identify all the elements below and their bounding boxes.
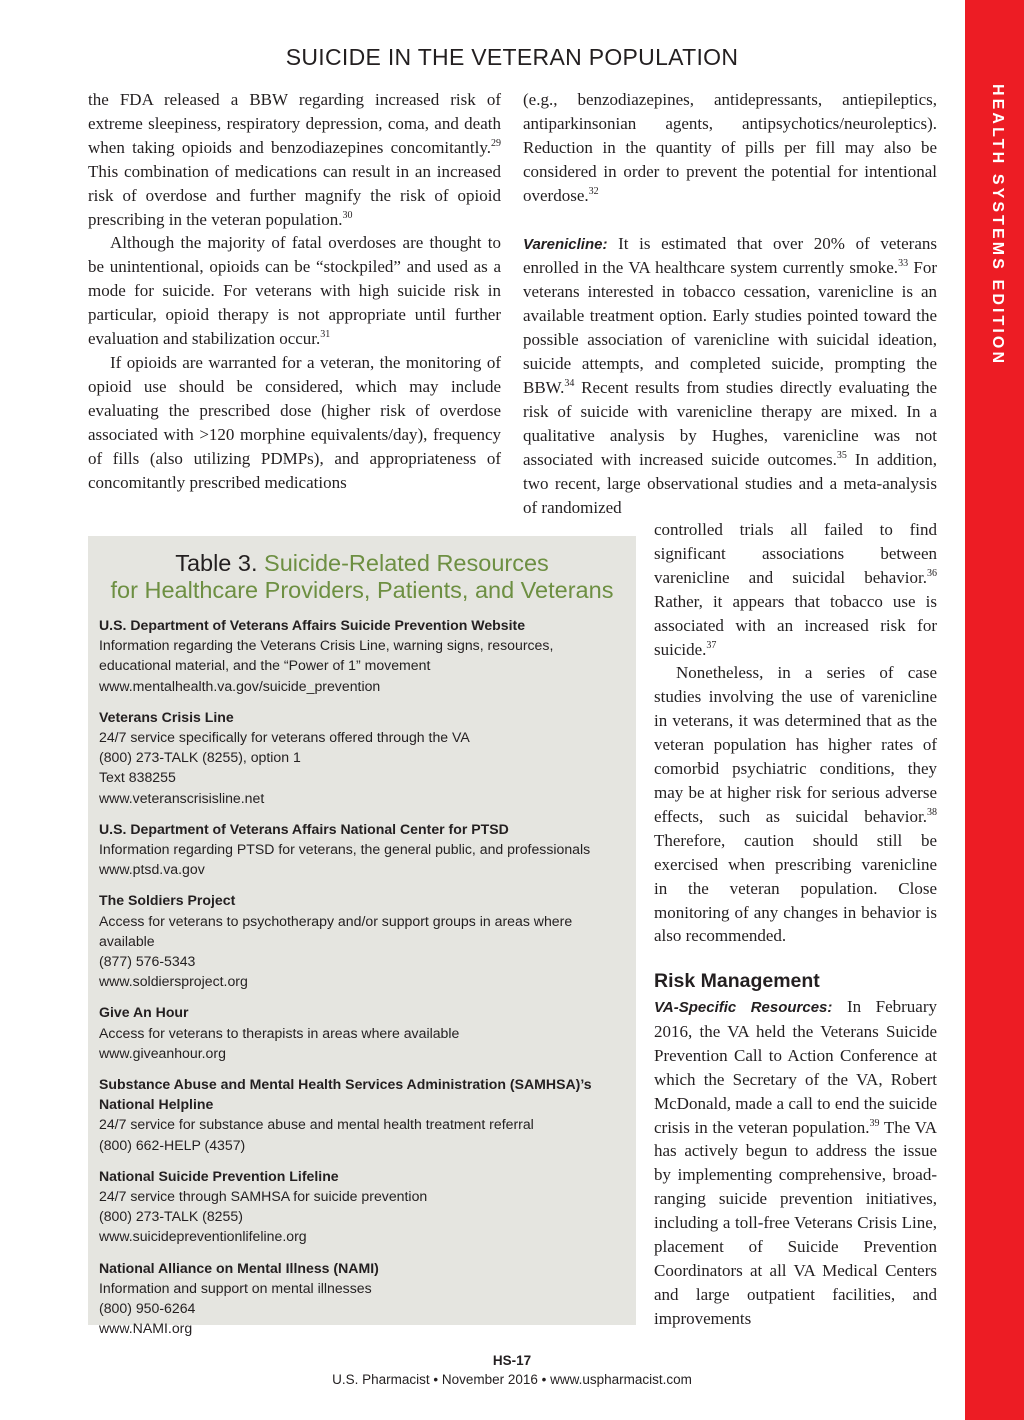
resource-name: U.S. Department of Veterans Affairs Suicide Prevention Website bbox=[99, 617, 526, 633]
resource-name: The Soldiers Project bbox=[99, 892, 236, 909]
text-run: For veterans interested in tobacco cessation, varenicline is an available treatment option. Early studies pointed toward the possible association of varenicline with suicidal ideation, suicide attempts, and completed suicide, prompting the BBW. bbox=[523, 258, 937, 397]
citation-ref: 35 bbox=[836, 449, 847, 461]
citation-ref: 33 bbox=[898, 258, 909, 270]
table-number: Table 3. bbox=[175, 550, 258, 576]
resource-entry bbox=[99, 1258, 626, 1339]
text-run: Rather, it appears that tobacco use is associated with an increased risk for suicide. bbox=[654, 591, 937, 659]
text-run: In February 2016, the VA held the Veterans Suicide Prevention Call to Action Conference at which the Secretary of the VA, Robert McDonald, made a call to end the suicide crisis in the veteran population. bbox=[654, 997, 937, 1137]
resource-url: www.suicidepreventionlifeline.org bbox=[99, 1228, 307, 1245]
resource-line: Information regarding the Veterans Crisis Line, warning signs, resources, bbox=[99, 637, 554, 654]
resource-line: 24/7 service for substance abuse and mental health treatment referral bbox=[99, 1116, 534, 1133]
citation-ref: 37 bbox=[706, 639, 717, 651]
text-run: controlled trials all failed to find significant associations between varenicline and suicidal behavior. bbox=[654, 520, 937, 587]
resource-phone: (800) 273-TALK (8255) bbox=[99, 1208, 243, 1225]
resource-line: 24/7 service specifically for veterans offered through the VA bbox=[99, 729, 470, 746]
resource-url: www.giveanhour.org bbox=[99, 1044, 226, 1061]
text-run: This combination of medications can result in an increased risk of overdose and further magnify the risk of opioid prescribing in the veteran population. bbox=[88, 161, 501, 229]
text-run: It is estimated that over 20% of veterans enrolled in the VA healthcare system currently smoke. bbox=[523, 233, 937, 278]
risk-management-body bbox=[654, 995, 937, 1331]
page-number: HS-17 bbox=[492, 1353, 532, 1368]
resource-entry bbox=[99, 819, 626, 880]
resource-line: Access for veterans to therapists in areas where available bbox=[99, 1024, 460, 1041]
case-studies-paragraph bbox=[654, 661, 937, 948]
citation-ref: 39 bbox=[869, 1117, 880, 1129]
resource-name: Substance Abuse and Mental Health Services Administration (SAMHSA)’s National Helpline bbox=[99, 1076, 592, 1113]
table-3-resources bbox=[88, 536, 636, 1337]
table-title-line-1: Suicide-Related Resources bbox=[264, 550, 549, 576]
table-title-line-2: for Healthcare Providers, Patients, and Veterans bbox=[110, 577, 614, 603]
resource-entry bbox=[99, 707, 626, 808]
resource-url: www.NAMI.org bbox=[99, 1320, 193, 1337]
text-run: Recent results from studies directly evaluating the risk of suicide with varenicline therapy are mixed. In a qualitative analysis by Hughes, varenicline was not associated with increased suicide outcomes. bbox=[523, 377, 937, 469]
resource-line: Text 838255 bbox=[99, 769, 176, 786]
resource-entry bbox=[99, 1074, 626, 1155]
resource-phone: (877) 576-5343 bbox=[99, 953, 196, 970]
page-footer bbox=[0, 1351, 1024, 1389]
resource-url: www.ptsd.va.gov bbox=[99, 861, 205, 878]
resource-line: Information and support on mental illnesses bbox=[99, 1279, 372, 1296]
resource-list bbox=[88, 615, 636, 1339]
va-resources-paragraph bbox=[654, 995, 937, 1331]
right-column bbox=[523, 88, 937, 519]
paragraph-lead-in: VA-Specific Resources: bbox=[654, 999, 833, 1016]
citation-ref: 31 bbox=[320, 329, 331, 341]
resource-name: National Suicide Prevention Lifeline bbox=[99, 1167, 339, 1184]
varenicline-paragraph bbox=[523, 232, 937, 520]
resource-url: www.veteranscrisisline.net bbox=[99, 789, 265, 806]
text-run: The VA has actively begun to address the issue by implementing comprehensive, broad-ranging suicide prevention initiatives, including a toll-free Veterans Crisis Line, placement of Suicide Prevention Coordinators at all VA Medical Centers and large outpatient facilities, and improvements bbox=[654, 1117, 937, 1328]
resource-entry bbox=[99, 890, 626, 991]
resource-phone: (800) 273-TALK (8255), option 1 bbox=[99, 749, 301, 766]
citation-ref: 36 bbox=[927, 567, 937, 579]
resource-url: www.soldiersproject.org bbox=[99, 973, 248, 990]
resource-entry bbox=[99, 1166, 626, 1247]
right-column-narrow bbox=[654, 518, 937, 948]
text-run: Therefore, caution should still be exercised when prescribing varenicline in the veteran population. Close monitoring of any changes in behavior is also recommended. bbox=[654, 830, 937, 946]
footer-citation: U.S. Pharmacist • November 2016 • www.uspharmacist.com bbox=[332, 1372, 692, 1387]
citation-ref: 32 bbox=[588, 185, 599, 197]
running-header: SUICIDE IN THE VETERAN POPULATION bbox=[285, 44, 739, 70]
resource-name: Give An Hour bbox=[99, 1004, 189, 1021]
resource-line: Information regarding PTSD for veterans, the general public, and professionals bbox=[99, 841, 591, 858]
side-banner-label: HEALTH SYSTEMS EDITION bbox=[989, 84, 1006, 367]
left-paragraph-1 bbox=[88, 88, 501, 231]
resource-name: U.S. Department of Veterans Affairs National Center for PTSD bbox=[99, 820, 509, 837]
text-run: In addition, two recent, large observational studies and a meta-analysis of randomized bbox=[523, 449, 937, 517]
resource-name: Veterans Crisis Line bbox=[99, 708, 234, 725]
paragraph-lead-in: Varenicline: bbox=[523, 235, 608, 253]
varenicline-paragraph-continued bbox=[654, 518, 937, 661]
citation-ref: 34 bbox=[564, 377, 575, 389]
citation-ref: 30 bbox=[342, 209, 353, 221]
resource-url: www.mentalhealth.va.gov/suicide_prevention bbox=[99, 677, 381, 694]
resource-line: educational material, and the “Power of 1” movement bbox=[99, 657, 431, 674]
resource-name: National Alliance on Mental Illness (NAMI) bbox=[99, 1259, 379, 1276]
text-run: Nonetheless, in a series of case studies involving the use of varenicline in veterans, it was determined that as the veteran population has higher rates of comorbid psychiatric conditions, they may be at higher risk for serious adverse effects, such as suicidal behavior. bbox=[654, 663, 937, 826]
right-paragraph-1 bbox=[523, 88, 937, 208]
text-run: Although the majority of fatal overdoses are thought to be unintentional, opioids can be “stockpiled” and used as a mode for suicide. For veterans with high suicide risk in particular, opioid therapy is not appropriate until further evaluation and stabilization occur. bbox=[88, 233, 501, 349]
resource-line: Access for veterans to psychotherapy and/or support groups in areas where available bbox=[99, 912, 573, 949]
citation-ref: 38 bbox=[927, 806, 937, 818]
text-run: (e.g., benzodiazepines, antidepressants, antiepileptics, antiparkinsonian agents, antipsychotics/neuroleptics). Reduction in the quantity of pills per fill may also be considered in order to prevent the potential for intentional overdose. bbox=[523, 90, 937, 205]
left-paragraph-3: If opioids are warranted for a veteran, the monitoring of opioid use should be considered, which may include evaluating the prescribed dose (higher risk of overdose associated with >120 morphine equivalents/day), frequency of fills (also utilizing PDMPs), and appropriateness of concomitantly prescribed medications bbox=[88, 352, 501, 492]
resource-line: 24/7 service through SAMHSA for suicide prevention bbox=[99, 1188, 428, 1205]
citation-ref: 29 bbox=[491, 137, 501, 149]
resource-phone: (800) 950-6264 bbox=[99, 1300, 196, 1317]
section-heading-risk-management: Risk Management bbox=[654, 970, 820, 992]
resource-entry bbox=[99, 615, 626, 696]
left-column bbox=[88, 88, 501, 494]
left-paragraph-2 bbox=[88, 231, 501, 351]
resource-phone: (800) 662-HELP (4357) bbox=[99, 1136, 246, 1153]
resource-entry bbox=[99, 1002, 626, 1063]
table-title bbox=[88, 550, 636, 604]
text-run: the FDA released a BBW regarding increased risk of extreme sleepiness, respiratory depression, coma, and death when taking opioids and benzodiazepines concomitantly. bbox=[88, 90, 501, 157]
